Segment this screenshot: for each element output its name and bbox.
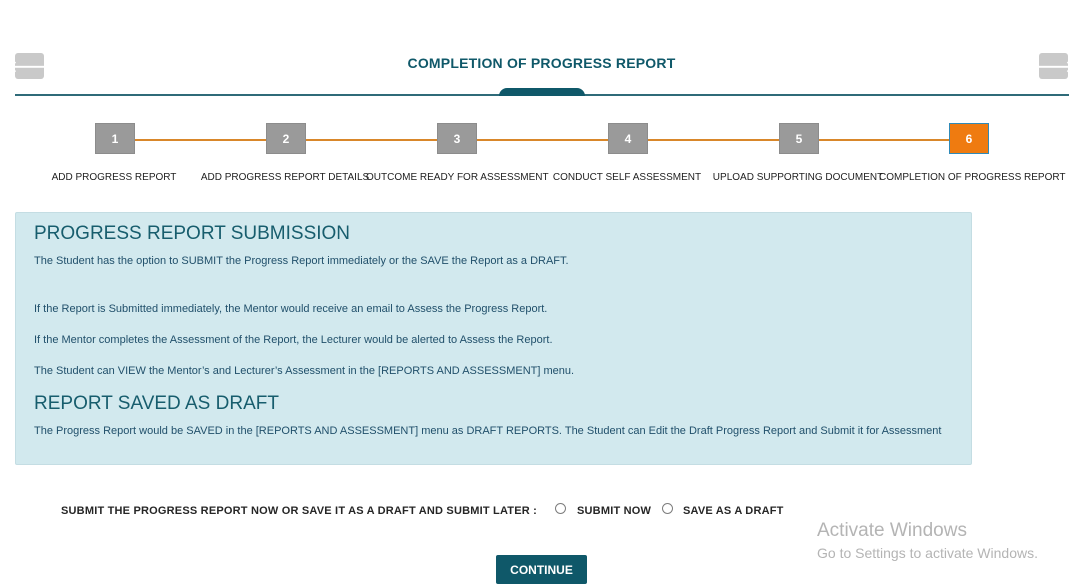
step-1-button[interactable]: 1	[95, 123, 135, 154]
step-3-label: OUTCOME READY FOR ASSESSMENT	[366, 172, 549, 183]
info-paragraph: The Student has the option to SUBMIT the Progress Report immediately or the SAVE the Report as a DRAFT.	[34, 255, 569, 267]
info-paragraph: The Progress Report would be SAVED in the [REPORTS AND ASSESSMENT] menu as DRAFT REPORTS. The Student can Edit the Draft Progress Report and Submit it for Assessment	[34, 425, 942, 437]
title-tab-indicator	[499, 88, 585, 96]
info-paragraph: If the Mentor completes the Assessment of the Report, the Lecturer would be alerted to Assess the Report.	[34, 334, 553, 346]
continue-button[interactable]: CONTINUE	[496, 555, 587, 584]
arrow-right-icon: 🡒	[1032, 58, 1075, 76]
step-3-button[interactable]: 3	[437, 123, 477, 154]
info-paragraph: If the Report is Submitted immediately, the Mentor would receive an email to Assess the Progress Report.	[34, 303, 548, 315]
page-title: COMPLETION OF PROGRESS REPORT	[407, 55, 676, 71]
step-4-label: CONDUCT SELF ASSESSMENT	[552, 172, 702, 183]
step-4-button[interactable]: 4	[608, 123, 648, 154]
step-5-button[interactable]: 5	[779, 123, 819, 154]
submission-heading: PROGRESS REPORT SUBMISSION	[34, 223, 351, 244]
step-connector	[819, 139, 949, 141]
step-1-label: ADD PROGRESS REPORT	[51, 172, 177, 183]
draft-heading: REPORT SAVED AS DRAFT	[34, 393, 279, 414]
activation-watermark-subtitle: Go to Settings to activate Windows.	[817, 545, 1038, 561]
submission-question: SUBMIT THE PROGRESS REPORT NOW OR SAVE IT AS A DRAFT AND SUBMIT LATER :	[61, 505, 537, 517]
step-connector	[135, 139, 266, 141]
submit-now-radio[interactable]	[555, 503, 566, 514]
info-paragraph: The Student can VIEW the Mentor’s and Lecturer’s Assessment in the [REPORTS AND ASSESSMENT] menu.	[34, 365, 575, 377]
step-5-label: UPLOAD SUPPORTING DOCUMENT	[712, 172, 884, 183]
step-connector	[648, 139, 779, 141]
step-connector	[306, 139, 437, 141]
submit-now-label[interactable]: SUBMIT NOW	[577, 505, 652, 517]
save-draft-radio[interactable]	[662, 503, 673, 514]
step-connector	[477, 139, 608, 141]
save-draft-label[interactable]: SAVE AS A DRAFT	[683, 505, 784, 517]
step-2-label: ADD PROGRESS REPORT DETAILS	[200, 172, 370, 183]
step-6-label: COMPLETION OF PROGRESS REPORT	[879, 172, 1066, 183]
arrow-left-icon: 🡐	[8, 58, 51, 76]
activation-watermark-title: Activate Windows	[817, 520, 967, 541]
step-2-button[interactable]: 2	[266, 123, 306, 154]
step-6-button[interactable]: 6	[949, 123, 989, 154]
next-button[interactable]	[1032, 53, 1075, 79]
